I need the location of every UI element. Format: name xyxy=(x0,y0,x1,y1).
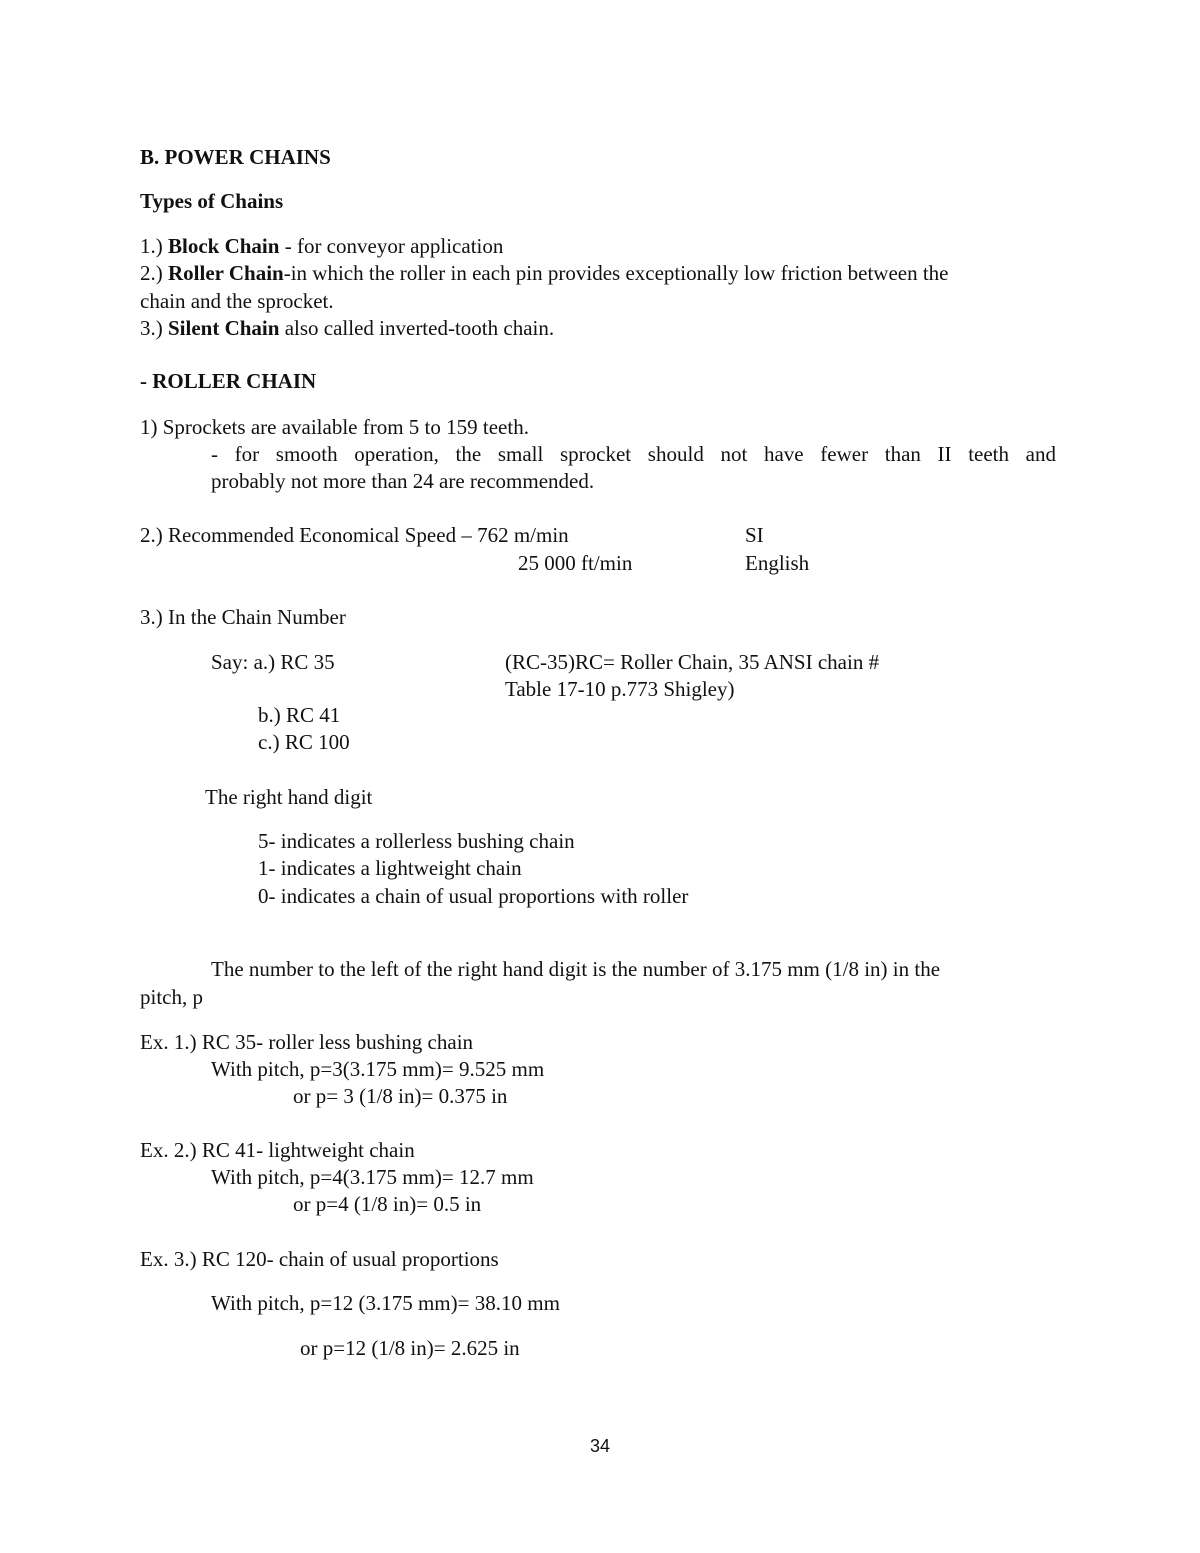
chain-type-item xyxy=(140,232,503,260)
chain-number-note: Table 17-10 p.773 Shigley) xyxy=(505,677,735,701)
speed-value-english: 25 000 ft/min xyxy=(518,551,633,575)
example-pitch-mm: With pitch, p=12 (3.175 mm)= 38.10 mm xyxy=(211,1291,560,1315)
example-pitch-mm: With pitch, p=3(3.175 mm)= 9.525 mm xyxy=(211,1057,545,1081)
example-pitch-in: or p=4 (1/8 in)= 0.5 in xyxy=(293,1192,482,1216)
example-title: Ex. 2.) RC 41- lightweight chain xyxy=(140,1138,415,1162)
speed-label: 2.) Recommended Economical Speed – 762 m/min xyxy=(140,523,569,547)
chain-number-note: (RC-35)RC= Roller Chain, 35 ANSI chain # xyxy=(505,650,880,674)
chain-type-item xyxy=(140,314,554,342)
chain-type-number: 1.) xyxy=(140,234,168,258)
chain-number-example-b: b.) RC 41 xyxy=(258,703,341,727)
types-heading: Types of Chains xyxy=(140,189,284,213)
example-title: Ex. 3.) RC 120- chain of usual proportions xyxy=(140,1247,499,1271)
chain-type-number: 2.) xyxy=(140,261,168,285)
pitch-rule-line: The number to the left of the right hand digit is the number of 3.175 mm (1/8 in) in the xyxy=(211,957,941,981)
sprockets-line: 1) Sprockets are available from 5 to 159 teeth. xyxy=(140,415,529,439)
chain-type-desc: -in which the roller in each pin provides exceptionally low friction between the xyxy=(283,261,949,285)
pitch-rule-line: pitch, p xyxy=(140,985,203,1009)
chain-number-example-a: Say: a.) RC 35 xyxy=(211,650,335,674)
chain-type-desc: - for conveyor application xyxy=(279,234,504,258)
chain-type-item xyxy=(140,259,949,287)
chain-number-example-c: c.) RC 100 xyxy=(258,730,350,754)
chain-type-desc: also called inverted-tooth chain. xyxy=(279,316,555,340)
chain-type-number: 3.) xyxy=(140,316,168,340)
speed-unit-si: SI xyxy=(745,523,764,547)
example-pitch-mm: With pitch, p=4(3.175 mm)= 12.7 mm xyxy=(211,1165,534,1189)
example-title: Ex. 1.) RC 35- roller less bushing chain xyxy=(140,1030,474,1054)
speed-unit-english: English xyxy=(745,551,810,575)
chain-type-desc-continued: chain and the sprocket. xyxy=(140,289,334,313)
right-digit-item: 0- indicates a chain of usual proportions with roller xyxy=(258,884,689,908)
page-number: 34 xyxy=(589,1436,611,1456)
example-pitch-in: or p= 3 (1/8 in)= 0.375 in xyxy=(293,1084,508,1108)
example-pitch-in: or p=12 (1/8 in)= 2.625 in xyxy=(300,1336,520,1360)
right-digit-heading: The right hand digit xyxy=(205,785,373,809)
section-title: B. POWER CHAINS xyxy=(140,145,331,169)
chain-type-name: Block Chain xyxy=(168,234,280,258)
chain-number-heading: 3.) In the Chain Number xyxy=(140,605,346,629)
chain-type-name: Roller Chain xyxy=(168,261,284,285)
sprockets-note-line: probably not more than 24 are recommended. xyxy=(211,469,595,493)
roller-chain-heading: - ROLLER CHAIN xyxy=(140,369,317,393)
chain-type-name: Silent Chain xyxy=(168,316,280,340)
right-digit-item: 1- indicates a lightweight chain xyxy=(258,856,522,880)
sprockets-note-line: - for smooth operation, the small sprocket should not have fewer than II teeth and xyxy=(211,442,1056,466)
right-digit-item: 5- indicates a rollerless bushing chain xyxy=(258,829,575,853)
